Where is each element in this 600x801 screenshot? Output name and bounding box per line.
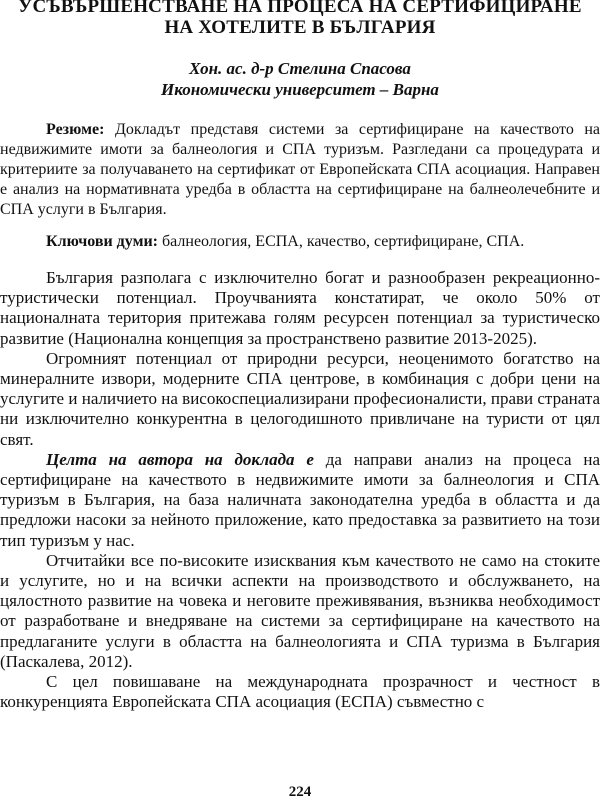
author-affiliation: Икономически университет – Варна: [161, 80, 439, 99]
paper-title-line-1: УСЪВЪРШЕНСТВАНЕ НА ПРОЦЕСА НА СЕРТИФИЦИРАНЕ: [18, 0, 582, 17]
body-paragraph-4: Отчитайки все по-високите изисквания към качеството не само на стоките и услугите, но и на всички аспекти на производството и обслужването, на цялостното развитие на човека и неговите преживявания, възниква необходимост от разработване и внедряване на системи за сертифициране на качеството на предлаганите услуги в областта на балнеологията и СПА туризма в България (Паскалева, 2012).: [0, 550, 600, 671]
body-paragraph-5: С цел повишаване на международната прозрачност и честност в конкуренцията Европейската СПА асоциация (ЕСПА) съвместно с: [0, 672, 600, 712]
body-text: [0, 268, 600, 712]
keywords: [0, 232, 600, 252]
body-paragraph-3: [0, 450, 600, 551]
author-name: Хон. ас. д-р Стелина Спасова: [189, 59, 411, 78]
keywords-label: Ключови думи:: [46, 233, 159, 250]
body-paragraph-2: Огромният потенциал от природни ресурси, неоценимото богатство на минералните извори, модерните СПА центрове, в комбинация с добри цени на услугите и наличието на високоспециализирани професионалисти, прави страната ни изключително конкурентна в целогодишното привличане на туристи от цял свят.: [0, 348, 600, 449]
paragraph-lead-phrase: Целта на автора на доклада е: [46, 449, 314, 469]
paragraph-3-text: да направи анализ на процеса на сертифициране на качеството в недвижимите имоти за балнеология и СПА туризъм в България, на база наличната законодателна уредба в областта и да предложи насоки за нейното приложение, като предоставка за развитието на този тип туризъм у нас.: [0, 449, 600, 550]
abstract-label: Резюме:: [46, 121, 105, 138]
page-number: 224: [288, 784, 312, 800]
body-paragraph-1: България разполага с изключително богат и разнообразен рекреационно-туристически потенциал. Проучванията констатират, че около 50% от националната територия притежава голям ресурсен потенциал за туристическо развитие (Национална концепция за пространствено развитие 2013-2025).: [0, 268, 600, 348]
abstract-text: Докладът представя системи за сертифициране на качеството на недвижимите имоти за балнеология и СПА туризъм. Разгледани са процедурата и критериите за получаването на сертификат от Европейската СПА асоциация. Направен е анализ на нормативната уредба в областта на сертифициране на балнеолечебните и СПА услуги в България.: [0, 121, 600, 218]
paper-title-line-2: НА ХОТЕЛИТЕ В БЪЛГАРИЯ: [164, 17, 436, 38]
author-block: [0, 58, 600, 100]
keywords-text: балнеология, ЕСПА, качество, сертифициране, СПА.: [158, 233, 525, 250]
paper-title: [0, 0, 600, 38]
abstract: [0, 120, 600, 220]
